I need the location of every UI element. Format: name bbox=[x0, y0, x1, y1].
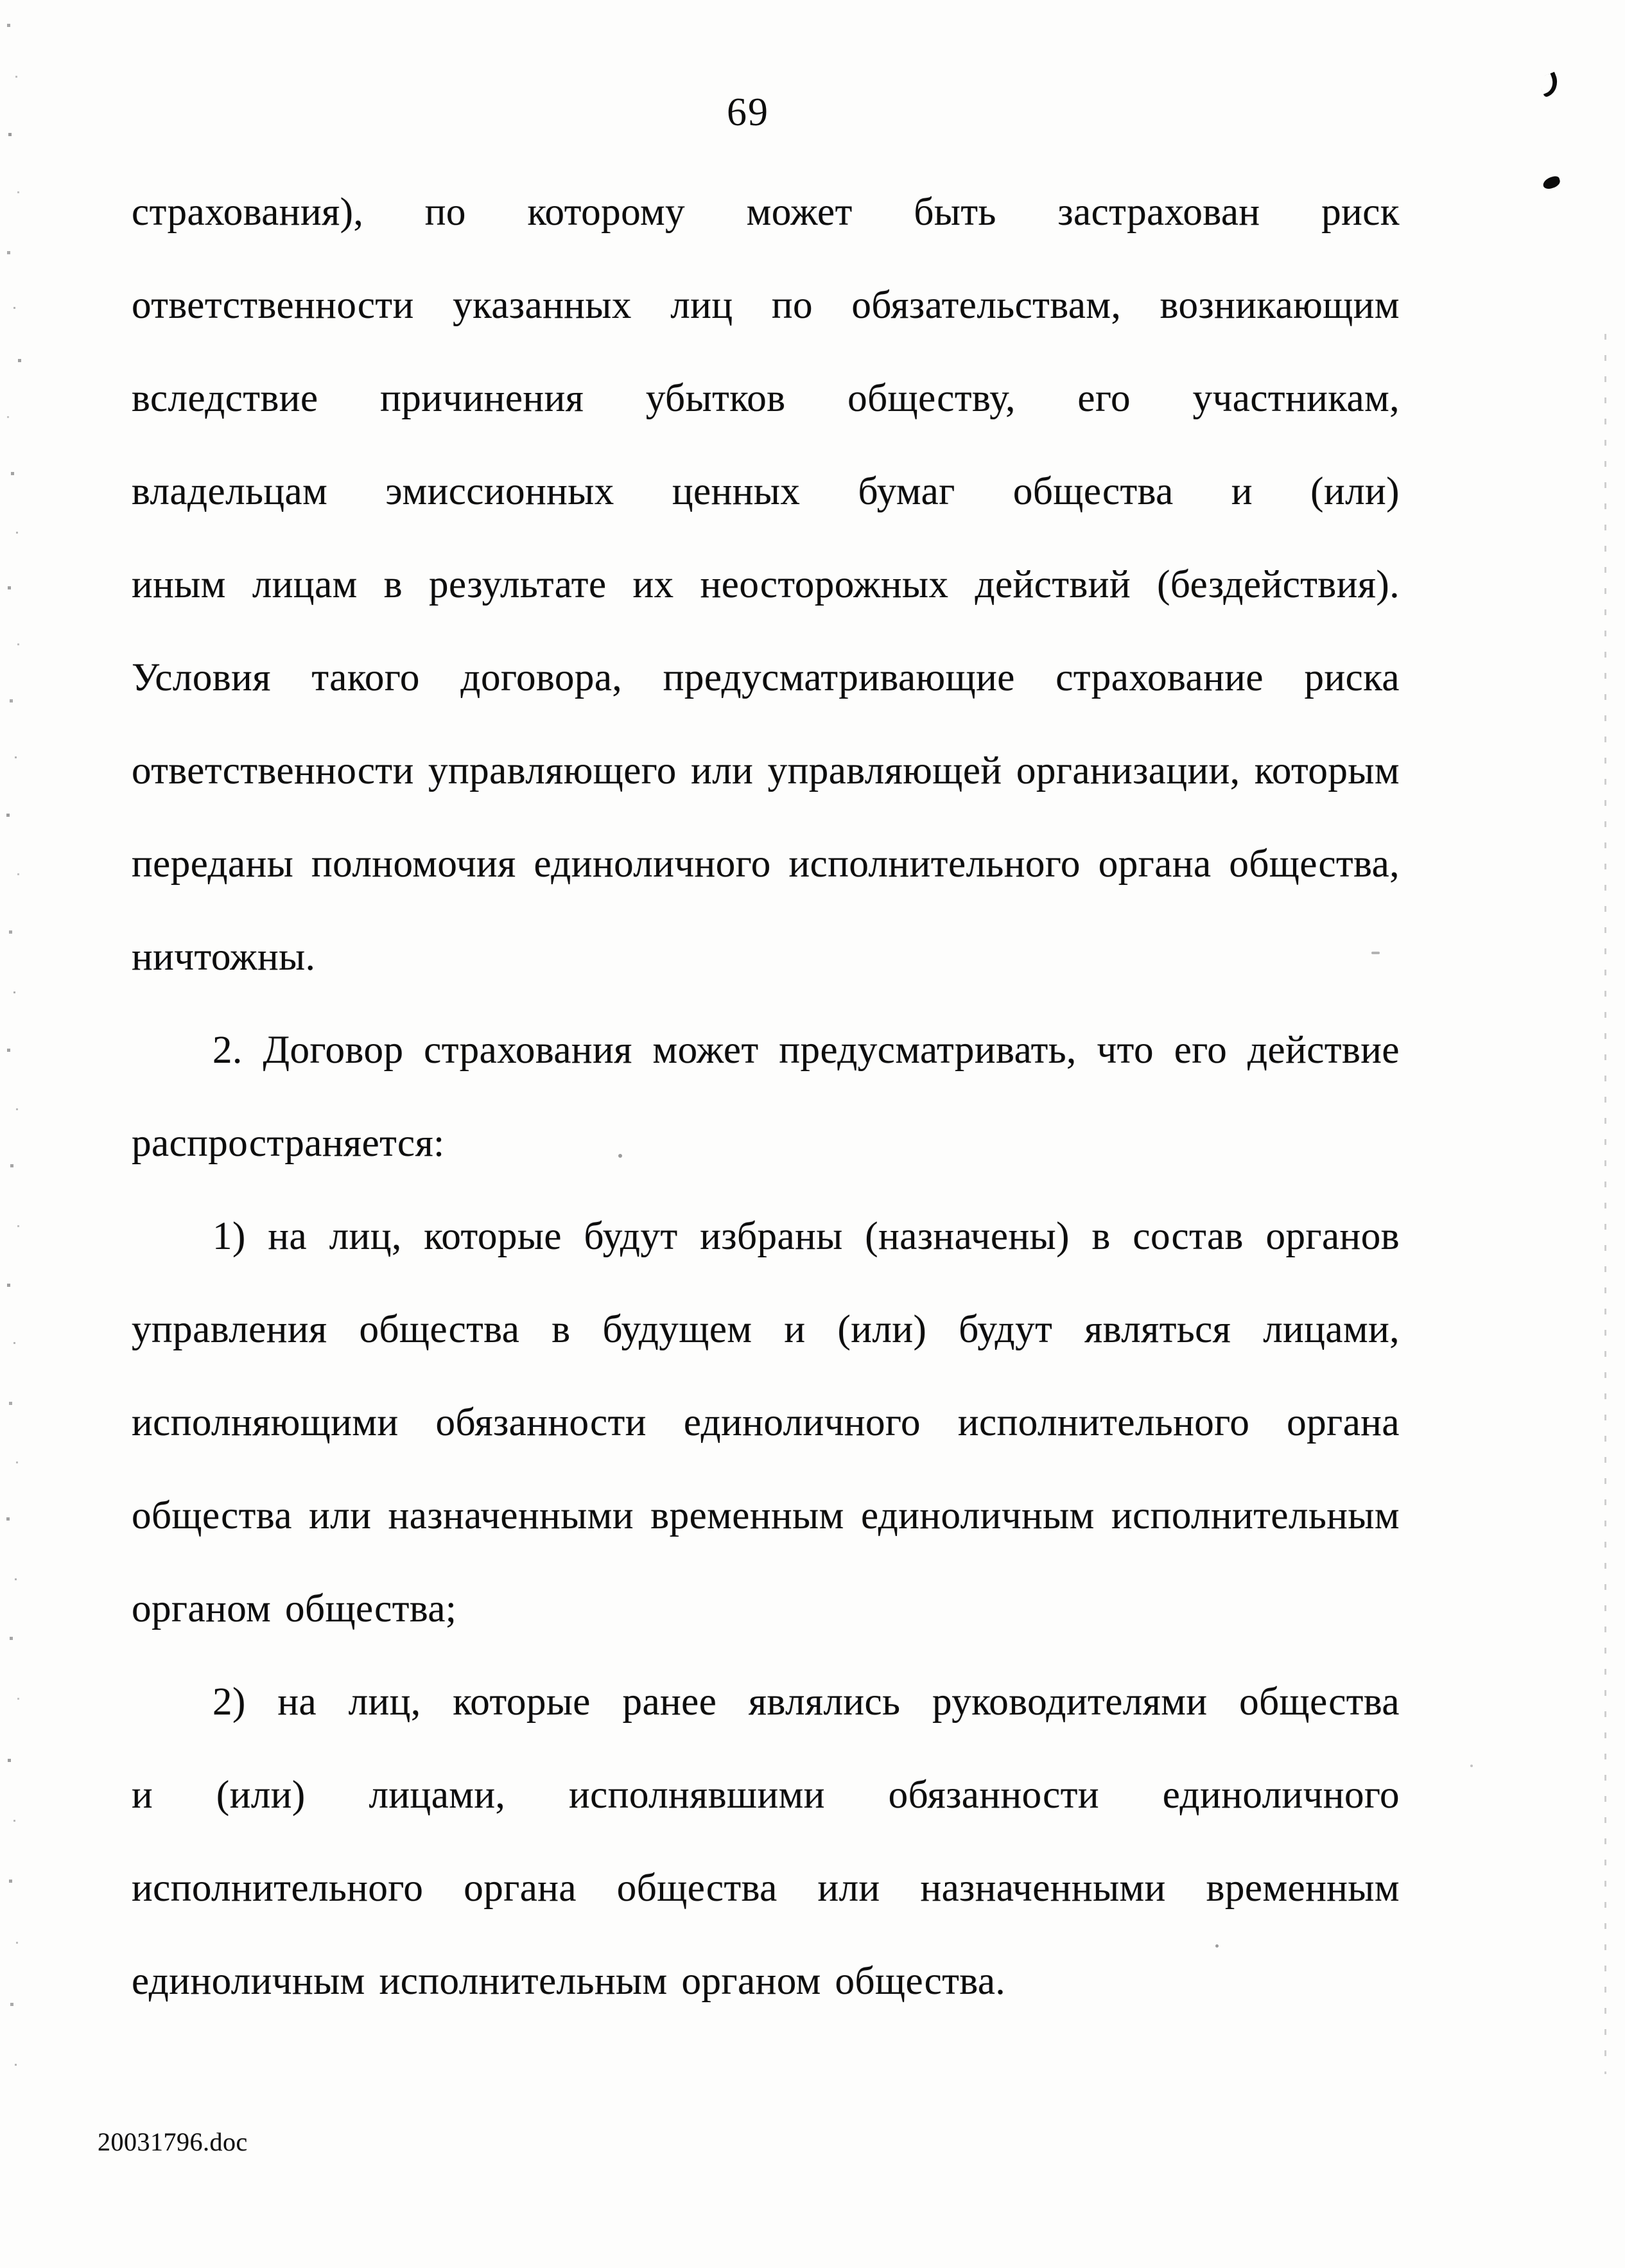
text-line: страхования), по которому может быть застрахован риск bbox=[132, 191, 1400, 234]
text-line: исполнительного органа общества или назначенными временным bbox=[132, 1867, 1400, 1910]
text-line: ничтожны. bbox=[132, 936, 316, 979]
text-line: ответственности указанных лиц по обязательствам, возникающим bbox=[132, 284, 1400, 327]
text-line: единоличным исполнительным органом общества. bbox=[132, 1960, 1006, 2003]
text-line: Условия такого договора, предусматривающие страхование риска bbox=[132, 656, 1400, 699]
scan-speck bbox=[1470, 1765, 1473, 1767]
text-line: исполняющими обязанности единоличного исполнительного органа bbox=[132, 1401, 1400, 1444]
text-line: и (или) лицами, исполнявшими обязанности единоличного bbox=[132, 1774, 1400, 1817]
text-line: ответственности управляющего или управляющей организации, которым bbox=[132, 749, 1400, 792]
text-line: 2. Договор страхования может предусматривать, что его действие bbox=[213, 1029, 1400, 1072]
text-line: владельцам эмиссионных ценных бумаг общества и (или) bbox=[132, 470, 1400, 513]
footer-filename: 20031796.doc bbox=[98, 2127, 248, 2156]
document-body bbox=[132, 166, 1400, 2028]
text-line: управления общества в будущем и (или) будут являться лицами, bbox=[132, 1308, 1400, 1351]
text-line: общества или назначенными временным единоличным исполнительным bbox=[132, 1494, 1400, 1537]
text-line: иным лицам в результате их неосторожных действий (бездействия). bbox=[132, 563, 1400, 606]
scan-ink-mark-top-right bbox=[1537, 72, 1562, 98]
text-line: переданы полномочия единоличного исполнительного органа общества, bbox=[132, 842, 1400, 885]
text-line: 1) на лиц, которые будут избраны (назначены) в состав органов bbox=[213, 1215, 1400, 1258]
text-line: органом общества; bbox=[132, 1587, 457, 1630]
page-number: 69 bbox=[727, 91, 769, 134]
text-line: распространяется: bbox=[132, 1122, 445, 1165]
scan-noise-left-edge bbox=[0, 0, 2, 2]
scan-ink-mark-right bbox=[1542, 175, 1561, 191]
text-line: 2) на лиц, которые ранее являлись руководителями общества bbox=[213, 1680, 1400, 1723]
text-line: вследствие причинения убытков обществу, его участникам, bbox=[132, 377, 1400, 420]
scan-dashed-line-right-edge bbox=[1604, 334, 1606, 2074]
